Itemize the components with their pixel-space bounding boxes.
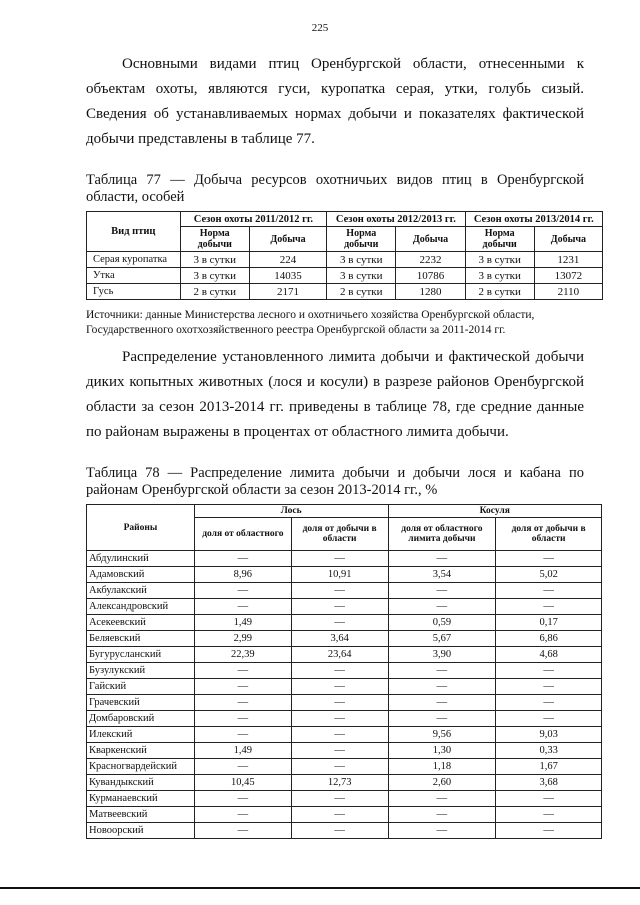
table-cell: — [194,759,291,775]
table-row [87,551,602,567]
table-cell-label: Илекский [87,727,195,743]
table-cell-label: Утка [87,268,181,284]
table-cell: — [291,695,388,711]
table-row [87,807,602,823]
table-cell: — [388,583,496,599]
table-cell: 2 в сутки [180,284,249,300]
middle-paragraph: Распределение установленного лимита добычи и фактической добычи диких копытных животных (лося и косули) в разрезе районов Оренбургской области за сезон 2013-2014 гг. приведены в таблице 78, где средние данные по районам выражены в процентах от областного лимита добычи. [86,349,584,440]
table-cell: 3,54 [388,567,496,583]
table-cell: — [291,727,388,743]
table-cell: — [291,743,388,759]
table78-caption: Таблица 78 — Распределение лимита добычи и добычи лося и кабана по районам Оренбургской области за сезон 2013-2014 гг., % [86,465,584,498]
table-cell: 3,90 [388,647,496,663]
table78-header-region: Районы [87,505,195,551]
table-cell: 3 в сутки [465,268,534,284]
table-cell: 2,99 [194,631,291,647]
table-cell: 9,56 [388,727,496,743]
table-cell-label: Бузулукский [87,663,195,679]
table-cell: — [291,583,388,599]
table-cell: — [291,599,388,615]
table77-header-norm: Норма добычи [327,227,396,252]
table-row [87,791,602,807]
table-row [87,647,602,663]
table77-header-norm: Норма добычи [465,227,534,252]
table-cell: 0,17 [496,615,602,631]
table77-header-catch: Добыча [249,227,326,252]
table-cell: 2110 [534,284,602,300]
table-cell-label: Матвеевский [87,807,195,823]
table-cell: 10,45 [194,775,291,791]
table-cell: 6,86 [496,631,602,647]
table-cell: — [194,599,291,615]
table-cell: 13072 [534,268,602,284]
table-cell: — [291,551,388,567]
table-cell-label: Абдулинский [87,551,195,567]
table-cell: 5,67 [388,631,496,647]
table-cell: 1231 [534,252,602,268]
table-cell: 1,18 [388,759,496,775]
table-row [87,583,602,599]
table-cell-label: Акбулакский [87,583,195,599]
table-cell-label: Серая куропатка [87,252,181,268]
table78-body [87,551,602,839]
table-cell: — [291,823,388,839]
table-cell: — [388,791,496,807]
table-cell: — [388,551,496,567]
table77-header-norm: Норма добычи [180,227,249,252]
table-row [87,284,603,300]
table-row [87,775,602,791]
table78-header-moose-catch-share: доля от добычи в области [291,518,388,551]
table-cell: 8,96 [194,567,291,583]
table-cell: 224 [249,252,326,268]
table-cell-label: Красногвардейский [87,759,195,775]
table-cell: — [496,807,602,823]
table-cell-label: Александровский [87,599,195,615]
table-row [87,268,603,284]
table-cell: 14035 [249,268,326,284]
table-cell: 2 в сутки [327,284,396,300]
table78-header-moose-limit-share: доля от областного [194,518,291,551]
table-cell: — [388,711,496,727]
table-cell: 0,33 [496,743,602,759]
table-cell: 1,30 [388,743,496,759]
table-cell: — [388,695,496,711]
table-row [87,252,603,268]
table-cell-label: Домбаровский [87,711,195,727]
table-cell-label: Асекеевский [87,615,195,631]
table-cell: — [496,663,602,679]
table-cell: — [194,551,291,567]
table-cell-label: Кувандыкский [87,775,195,791]
table77-header-catch: Добыча [396,227,465,252]
table-cell: 9,03 [496,727,602,743]
table-cell-label: Кваркенский [87,743,195,759]
table-cell: — [496,551,602,567]
table-cell: 3,64 [291,631,388,647]
table-cell: 2232 [396,252,465,268]
table78-limit-distribution [86,504,602,839]
table-cell: 2,60 [388,775,496,791]
table-cell: 10,91 [291,567,388,583]
table77-header-season: Сезон охоты 2011/2012 гг. [180,212,327,227]
table-cell: — [194,695,291,711]
table78-header-roe-limit-share: доля от областного лимита добычи [388,518,496,551]
table77-caption: Таблица 77 — Добыча ресурсов охотничьих видов птиц в Оренбургской области, особей [86,172,584,205]
table-cell: — [291,679,388,695]
table-cell: 10786 [396,268,465,284]
table-cell: — [194,679,291,695]
table-row [87,743,602,759]
table-cell: — [388,807,496,823]
table-cell: — [194,823,291,839]
table77-header-catch: Добыча [534,227,602,252]
table-cell: — [496,791,602,807]
table-row [87,631,602,647]
table77-header-species: Вид птиц [87,212,181,252]
table-cell: — [496,679,602,695]
table-cell: — [194,711,291,727]
table-row [87,727,602,743]
table-cell: — [388,599,496,615]
table-cell: — [388,663,496,679]
table-cell: 0,59 [388,615,496,631]
table-cell: — [388,823,496,839]
table-cell: — [194,583,291,599]
table-cell: 23,64 [291,647,388,663]
table-row [87,599,602,615]
table-cell: 2 в сутки [465,284,534,300]
table-row [87,663,602,679]
table-cell: — [291,791,388,807]
table-cell: 3 в сутки [180,252,249,268]
table-cell: — [194,663,291,679]
intro-paragraph: Основными видами птиц Оренбургской области, отнесенными к объектам охоты, являются гуси, куропатка серая, утки, голубь сизый. Сведения об устанавливаемых нормах добычи и показателях фактической добычи представлены в таблице 77. [86,56,584,147]
table-row [87,679,602,695]
table-cell: — [496,711,602,727]
table-cell: 3 в сутки [180,268,249,284]
table-cell: 3 в сутки [465,252,534,268]
table-cell: — [291,759,388,775]
table-cell: — [194,727,291,743]
table-cell: 1,67 [496,759,602,775]
table-row [87,823,602,839]
table78-header-roe: Косуля [388,505,602,518]
table-cell: 3 в сутки [327,252,396,268]
table-cell: — [291,663,388,679]
table77-header-season: Сезон охоты 2013/2014 гг. [465,212,602,227]
table-row [87,567,602,583]
table77-header-season: Сезон охоты 2012/2013 гг. [327,212,465,227]
footer-rule [0,887,640,889]
table-cell: 4,68 [496,647,602,663]
table-row [87,695,602,711]
table-cell: 1,49 [194,615,291,631]
table-cell-label: Бугурусланский [87,647,195,663]
table-cell-label: Курманаевский [87,791,195,807]
table-cell: 1,49 [194,743,291,759]
table-cell: 12,73 [291,775,388,791]
table-cell: — [496,599,602,615]
table-cell-label: Гайский [87,679,195,695]
table-cell-label: Грачевский [87,695,195,711]
table78-header-moose: Лось [194,505,388,518]
table-cell: — [194,807,291,823]
table-cell: — [194,791,291,807]
table-cell: 2171 [249,284,326,300]
table-cell-label: Новоорский [87,823,195,839]
table-cell: — [291,615,388,631]
table-cell: 22,39 [194,647,291,663]
table-cell: 3,68 [496,775,602,791]
table-row [87,759,602,775]
table-cell: 5,02 [496,567,602,583]
table77-source: Источники: данные Министерства лесного и охотничьего хозяйства Оренбургской области, Государственного охотхозяйственного реестра Оренбургской области за 2011-2014 гг. [86,309,535,336]
table-cell: — [388,679,496,695]
table77-body [87,252,603,300]
table-row [87,615,602,631]
table-row [87,711,602,727]
table-cell: 1280 [396,284,465,300]
table-cell: — [496,823,602,839]
table-cell: — [496,695,602,711]
table-cell-label: Адамовский [87,567,195,583]
table77-bird-harvest [86,211,603,300]
table-cell-label: Гусь [87,284,181,300]
table-cell: — [496,583,602,599]
table-cell: — [291,711,388,727]
table-cell-label: Беляевский [87,631,195,647]
page-number: 225 [311,22,329,34]
table78-header-roe-catch-share: доля от добычи в области [496,518,602,551]
table-cell: — [291,807,388,823]
table-cell: 3 в сутки [327,268,396,284]
